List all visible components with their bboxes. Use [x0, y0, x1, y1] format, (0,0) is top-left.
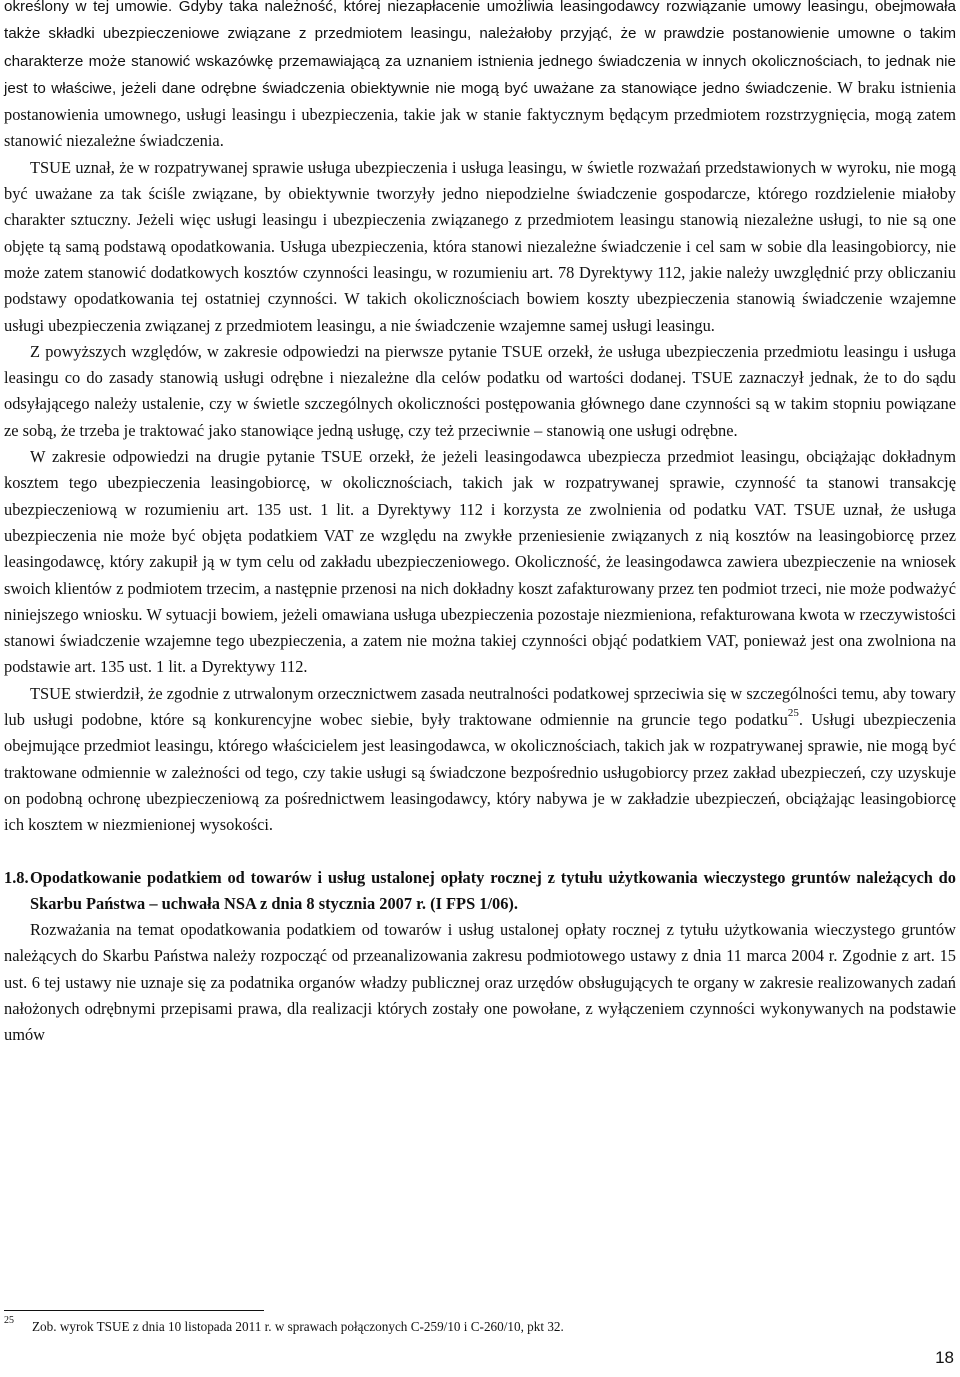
- paragraph: W zakresie odpowiedzi na drugie pytanie TSUE orzekł, że jeżeli leasingodawca ubezpiecza przedmiot leasingu, obciążając dokładnym kosztem tego ubezpieczenia leasingobiorcę, w okolicznościach, takich jak w rozpatrywanej sprawie, czynność ta stanowi transakcję ubezpieczeniową w rozumieniu art. 135 ust. 1 lit. a Dyrektywy 112 i korzysta ze zwolnienia od podatku VAT. TSUE uznał, że usługa ubezpieczenia nie może być objęta podatkiem VAT ze względu na zwykłe przeniesienie związanych z nią kosztów na leasingobiorcę przez leasingodawcę, który zakupił ją w tym celu od zakładu ubezpieczeniowego. Okoliczność, że leasingodawca zawiera ubezpieczenie na wniosek swoich klientów z podmiotem trzecim, a następnie przenosi na nich dokładny koszt zafakturowany przez ten podmiot trzeci, nie może podważyć niniejszego wniosku. W sytuacji bowiem, jeżeli omawiana usługa ubezpieczenia pozostaje niezmieniona, refakturowana kwota w rzeczywistości stanowi świadczenie wzajemne tego ubezpieczenia, a zatem nie można takiej czynności objąć podatkiem VAT, ponieważ jest ona zwolniona na podstawie art. 135 ust. 1 lit. a Dyrektywy 112.: [4, 447, 956, 677]
- paragraph: [4, 681, 956, 839]
- paragraph: [4, 0, 956, 155]
- paragraph: Rozważania na temat opodatkowania podatkiem od towarów i usług ustalonej opłaty rocznej z tytułu użytkowania wieczystego gruntów należących do Skarbu Państwa należy rozpocząć od przeanalizowania zakresu podmiotowego ustawy z dnia 11 marca 2004 r. Zgodnie z art. 15 ust. 6 tej ustawy nie uznaje się za podatnika organów władzy publicznej oraz urzędów obsługujących te organy w zakresie realizowanych zadań nałożonych odrębnymi przepisami prawa, dla realizacji których zostały one powołane, z wyłączeniem czynności wykonywanych na podstawie umów: [4, 920, 956, 1045]
- section-number: 1.8.: [4, 867, 29, 887]
- paragraph: TSUE uznał, że w rozpatrywanej sprawie usługa ubezpieczenia i usługa leasingu, w świetle rozważań przedstawionych w wyroku, nie mogą być uważane za tak ściśle związane, by obiektywnie tworzyły jedno niepodzielne świadczenie gospodarcze, którego rozdzielenie miałoby charakter sztuczny. Jeżeli więc usługi leasingu i ubezpieczenia związanego z przedmiotem leasingu stanowią niezależne usługi, to nie są one objęte tą samą podstawą opodatkowania. Usługa ubezpieczenia, która stanowi niezależne świadczenie i cel sam w sobie dla leasingobiorcy, nie może zatem stanowić dodatkowych kosztów czynności leasingu, w rozumieniu art. 78 Dyrektywy 112, jakie należy uwzględnić przy obliczaniu podstawy opodatkowania tej ostatniej czynności. W takich okolicznościach bowiem koszty ubezpieczenia stanowią świadczenie wzajemne usługi ubezpieczenia związanej z przedmiotem leasingu, a nie świadczenie wzajemne samej usługi leasingu.: [4, 157, 956, 335]
- footnote-reference[interactable]: 25: [787, 707, 799, 720]
- footnote-divider: [4, 1310, 264, 1311]
- paragraph-text-sans: określony w tej umowie. Gdyby taka należność, której niezapłacenie umożliwia leasingodawcy rozwiązanie umowy leasingu, obejmowała także składki ubezpieczeniowe związane z przedmiotem leasingu, należałoby przyjąć, że w prawdzie postanowienie umowne o takim charakterze może stanowić wskazówkę przemawiającą za uznaniem istnienia jednego świadczenia w innych okolicznościach, to jednak nie jest to właściwe, jeżeli dane odrębne świadczenia obiektywnie nie mogą być uważane za stanowiące jedno świadczenie.: [4, 0, 956, 97]
- footnote-text: Zob. wyrok TSUE z dnia 10 listopada 2011 r. w sprawach połączonych C-259/10 i C-260/10, pkt 32.: [32, 1319, 564, 1334]
- paragraph-text: W braku istnienia postanowienia umownego, usługi leasingu i ubezpieczenia, takie jak w stanie faktycznym będącym przedmiotem rozstrzygnięcia, mogą zatem stanowić niezależne świadczenia.: [4, 77, 956, 151]
- paragraph: Z powyższych względów, w zakresie odpowiedzi na pierwsze pytanie TSUE orzekł, że usługa ubezpieczenia przedmiotu leasingu i usługa leasingu co do zasady stanowią usługi odrębne i niezależne dla celów podatku od wartości dodanej. TSUE zaznaczył jednak, że to do sądu odsyłającego należy ustalenie, czy w świetle szczególnych okoliczności postępowania głównego dane czynności są w takim stopniu powiązane ze sobą, że trzeba je traktować jako stanowiące jedną usługę, czy też przeciwnie – stanowią one usługi odrębne.: [4, 341, 956, 440]
- body-text: [4, 0, 956, 1049]
- section-title: Opodatkowanie podatkiem od towarów i usług ustalonej opłaty rocznej z tytułu użytkowania wieczystego gruntów należących do Skarbu Państwa – uchwała NSA z dnia 8 stycznia 2007 r. (I FPS 1/06).: [30, 867, 956, 913]
- footnote-number: 25: [4, 1315, 14, 1326]
- paragraph-text: TSUE stwierdził, że zgodnie z utrwalonym orzecznictwem zasada neutralności podatkowej sprzeciwia się w szczególności temu, aby towary lub usługi podobne, które są konkurencyjne wobec siebie, były traktowane odmiennie na gruncie tego podatku: [4, 683, 956, 730]
- section-heading: [4, 865, 956, 918]
- section-spacer: [4, 839, 956, 865]
- page-number: 18: [935, 1348, 954, 1367]
- paragraph-text: . Usługi ubezpieczenia obejmujące przedmiot leasingu, którego właścicielem jest leasingodawca, w okolicznościach, takich jak w rozpatrywanej sprawie, nie mogą być traktowane odmiennie w zależności od tego, czy takie usługi są świadczone bezpośrednio usługobiorcy przez zakład ubezpieczeń, czy uzyskuje on podobną ochronę ubezpieczeniową za pośrednictwem leasingodawcy, który nabywa je w zakładzie ubezpieczeń, obciążając leasingobiorcę ich kosztem w niezmienionej wysokości.: [4, 710, 956, 835]
